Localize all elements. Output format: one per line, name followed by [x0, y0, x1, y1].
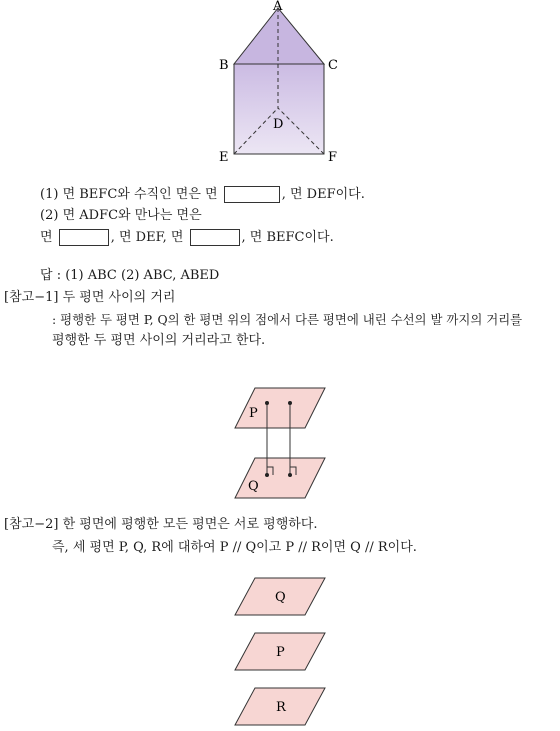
- reference-1-tag: [참고−1]: [4, 290, 59, 305]
- question-2-text: 면 ADFC와 만나는 면은: [62, 208, 202, 223]
- reference-2-tag: [참고−2]: [4, 517, 59, 532]
- vertex-c-label: C: [328, 58, 338, 73]
- reference-2-description: 즉, 세 평면 P, Q, R에 대하여 P // Q이고 P // R이면 Q // R이다.: [52, 540, 417, 555]
- triangular-prism-figure: [210, 0, 350, 170]
- parallel-planes-distance-figure: [225, 383, 335, 503]
- plane-p-label: P: [249, 406, 258, 421]
- question-1-suffix: , 면 DEF이다.: [281, 187, 365, 202]
- reference-1-heading: [4, 289, 175, 307]
- question-2-line-end: , 면 BEFC이다.: [241, 230, 334, 245]
- answer-blank-1[interactable]: [224, 186, 280, 203]
- vertex-a-label: A: [273, 0, 283, 14]
- question-1: [40, 186, 365, 204]
- question-2-line-mid: , 면 DEF, 면: [110, 230, 184, 245]
- plane-label-2: P: [276, 645, 285, 660]
- answer-blank-3[interactable]: [190, 229, 240, 246]
- vertex-b-label: B: [219, 58, 229, 73]
- question-1-number: (1): [40, 187, 59, 202]
- plane-label-3: R: [276, 700, 286, 715]
- reference-1-description-line-1: : 평행한 두 평면 P, Q의 한 평면 위의 점에서 다른 평면에 내린 수선의 발 까지의 거리를: [52, 312, 523, 327]
- question-2-line-start: 면: [40, 230, 53, 245]
- three-parallel-planes-figure: [225, 575, 335, 731]
- reference-2-title: 한 평면에 평행한 모든 평면은 서로 평행하다.: [62, 517, 318, 532]
- question-1-text: 면 BEFC와 수직인 면은 면: [62, 187, 218, 202]
- vertex-f-label: F: [328, 150, 338, 165]
- vertex-d-label: D: [273, 117, 284, 132]
- reference-2-heading: [4, 516, 318, 534]
- reference-1-title: 두 평면 사이의 거리: [62, 290, 176, 305]
- question-2-number: (2): [40, 208, 59, 223]
- reference-1-description-line-2: 평행한 두 평면 사이의 거리라고 한다.: [52, 333, 266, 348]
- vertex-e-label: E: [219, 150, 229, 165]
- plane-label-1: Q: [275, 590, 286, 605]
- answer-text: 답 : (1) ABC (2) ABC, ABED: [40, 268, 220, 283]
- prism-top-face: [234, 8, 324, 64]
- question-2: [40, 207, 202, 225]
- plane-q-label: Q: [248, 479, 259, 494]
- answer-blank-2[interactable]: [59, 229, 109, 246]
- question-2-answer-line: [40, 229, 334, 247]
